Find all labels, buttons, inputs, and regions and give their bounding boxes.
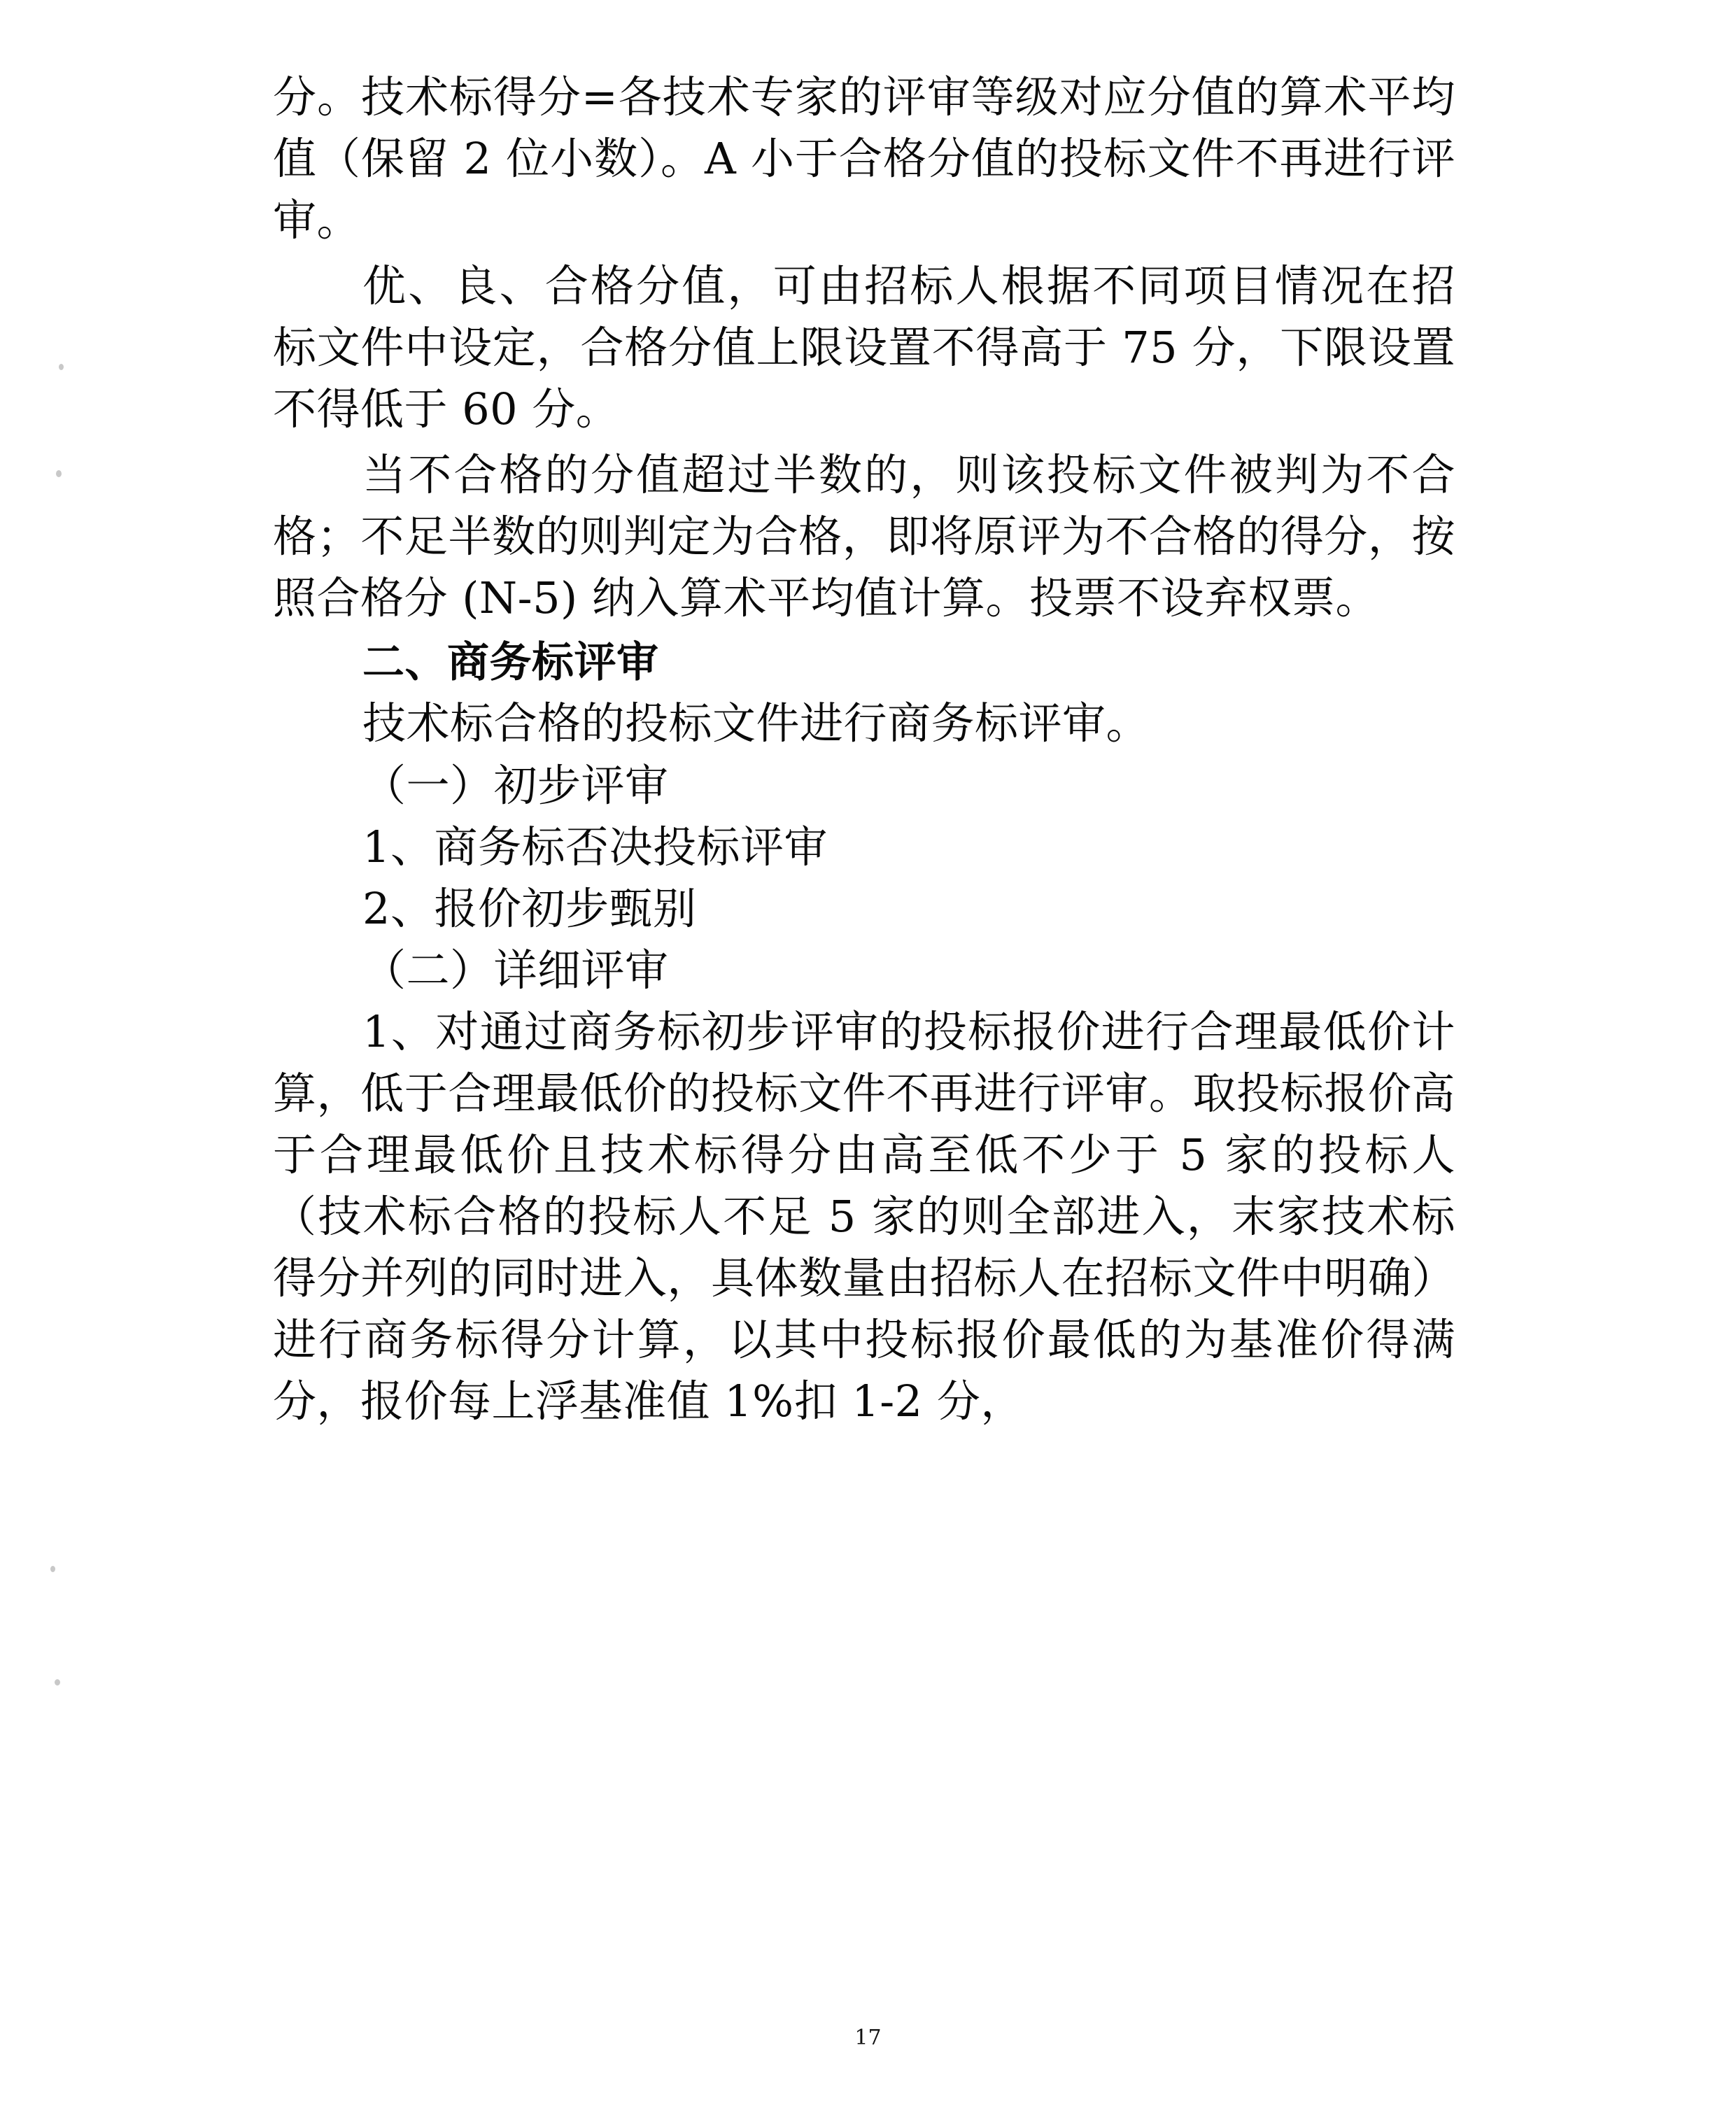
section-paragraph-1: 技术标合格的投标文件进行商务标评审。 <box>362 698 1150 749</box>
section-paragraph-6: 1、对通过商务标初步评审的投标报价进行合理最低价计算，低于合理最低价的投标文件不再进行评审。取投标报价高于合理最低价且技术标得分由高至低不少于 5 家的投标人（技术标合格的投标人不足 5 家的则全部进入，末家技术标得分并列的同时进入，具体数量由招标人在招标文件中明确）进行商务标得分计算，以其中投标报价最低的为基准价得满分，报价每上浮基准值 1%扣 1-2 分， <box>273 1005 1455 1427</box>
scan-artifact <box>56 470 62 477</box>
section-paragraph-5: （二）详细评审 <box>362 944 669 996</box>
paragraph-1: 分。技术标得分=各技术专家的评审等级对应分值的算术平均值（保留 2 位小数）。A 小于合格分值的投标文件不再进行评审。 <box>273 71 1455 246</box>
section-paragraph-4: 2、报价初步甄别 <box>362 882 697 934</box>
paragraph-2: 优、良、合格分值，可由招标人根据不同项目情况在招标文件中设定，合格分值上限设置不得高于 75 分，下限设置不得低于 60 分。 <box>273 260 1455 435</box>
section-paragraph-3: 1、商务标否决投标评审 <box>362 821 828 872</box>
document-body <box>273 66 1455 1432</box>
scan-artifact <box>55 1679 60 1686</box>
paragraph-3: 当不合格的分值超过半数的，则该投标文件被判为不合格；不足半数的则判定为合格，即将原评为不合格的得分，按照合格分 (N-5) 纳入算术平均值计算。投票不设弃权票。 <box>273 449 1455 624</box>
section-paragraph-2: （一）初步评审 <box>362 759 669 811</box>
section-heading-business-review: 二、商务标评审 <box>362 638 659 688</box>
page-number: 17 <box>854 2026 882 2050</box>
scan-artifact <box>59 364 64 370</box>
scan-artifact <box>50 1566 55 1572</box>
